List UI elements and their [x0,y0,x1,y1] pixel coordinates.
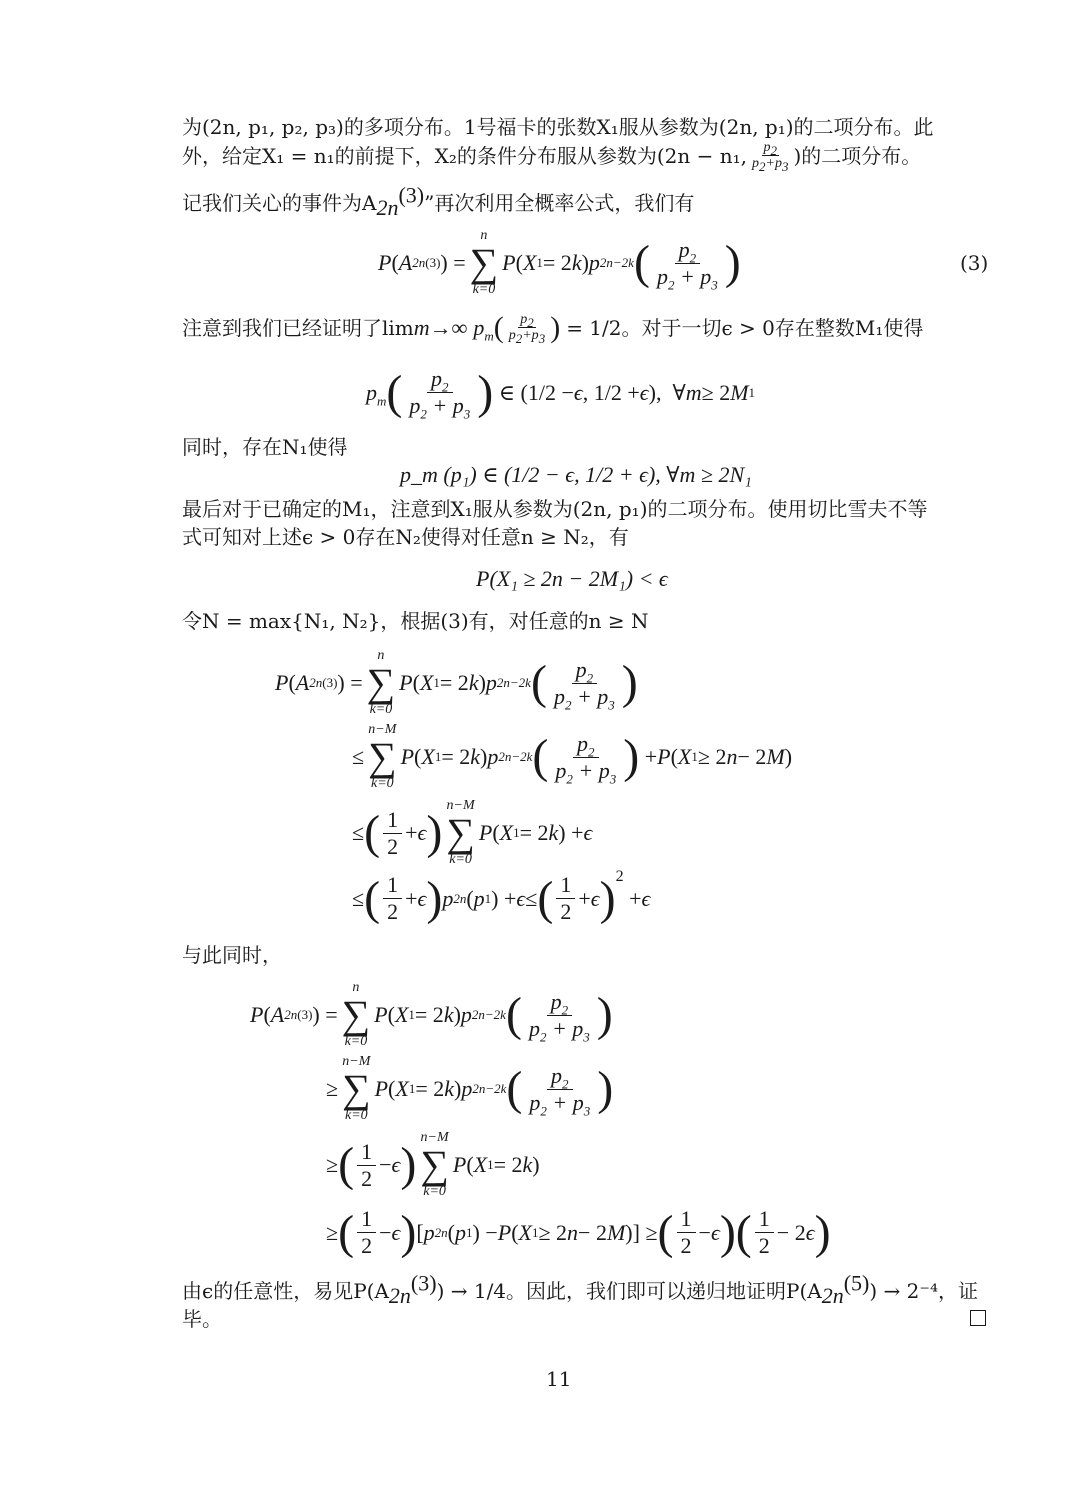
paragraph-line: 记我们关心的事件为$A_{2n}^{(3)}$”再次利用全概率公式，我们有 [182,182,695,220]
paragraph-line [182,432,348,462]
equation-line: P ( A 2n (3) ) = n ∑ k=0 P ( X 1 = 2 k ) p 2n−2k ( $\frac{p_2}{p_2 + p_3}$ ) [250,980,613,1049]
text-line: 记我们关心的事件为A [182,191,377,215]
paragraph-line [182,606,649,636]
equation-line: ≥ n−M ∑ k=0 P ( X 1 = 2 k ) p 2n−2k ( $\frac{p_2}{p_2 + p_3}$ ) [326,1054,614,1123]
text-line: ) → 2⁻⁴，证 [869,1279,978,1303]
text-line: 毕。 [182,1307,222,1331]
page-number-text: 11 [546,1367,572,1391]
fraction: $\frac{1}{2}$ [357,1139,376,1192]
paragraph-line [182,1304,222,1334]
sum-symbol: n−M ∑ k=0 [368,722,397,791]
text-line: ”再次利用全概率公式，我们有 [424,191,695,215]
fraction: $\frac{1}{2}$ [383,872,402,925]
fraction: $\frac{p_2}{p_2 + p_3}$ [555,730,617,786]
text-line: 注意到我们已经证明了lim [182,315,414,340]
fraction: $\frac{p_2}{p_2 + p_3}$ [528,988,590,1044]
equation-text: P(X₁ ≥ 2n − 2M₁) < ϵ [476,566,668,591]
qed-symbol [970,1310,986,1330]
equation [400,462,752,488]
paragraph-line [182,940,282,970]
sum-symbol: n−M ∑ k=0 [342,1054,371,1123]
text-line: 式可知对上述ϵ > 0存在N₂使得对任意n ≥ N₂，有 [182,525,629,549]
text-line: 外，给定X₁ = n₁的前提下，X₂的条件分布服从参数为(2n − n₁, [182,143,748,168]
text-line: 令N = max{N₁, N₂}，根据(3)有，对任意的n ≥ N [182,609,649,633]
equation-line: ≤ ( $\frac{1}{2}$ + ϵ ) p 2n ( p 1 ) + ϵ ≤ ( $\frac{1}{2}$ + ϵ ) $^2$ + ϵ [352,867,651,925]
text-line: )的二项分布。 [793,143,922,168]
equation-line: ≥ ( $\frac{1}{2}$ − ϵ ) n−M ∑ k=0 P ( X 1 = 2 k ) [326,1130,540,1199]
paragraph-line [182,494,928,524]
page-number [546,1364,571,1394]
fraction: $\frac{p_2}{p_2+p_3}$ [508,312,546,346]
text-line: 由ϵ的任意性，易见P(A [182,1279,389,1303]
fraction: $\frac{1}{2}$ [677,1206,696,1259]
sum-symbol: n ∑ k=0 [366,648,396,717]
fraction: $\frac{1}{2}$ [556,872,575,925]
fraction: $\frac{p_2}{p_2 + p_3}$ [409,366,471,422]
equation-number-text: (3) [960,251,989,275]
text-line: 与此同时， [182,943,282,967]
fraction: $\frac{p_2}{p_2 + p_3}$ [529,1062,591,1118]
equation-line: P ( A 2n (3) ) = n ∑ k=0 P ( X 1 = 2 k ) p 2n−2k ( $\frac{p_2}{p_2 + p_3}$ ) [275,648,638,717]
sum-symbol: n−M ∑ k=0 [420,1130,449,1199]
sum-symbol: n ∑ k=0 [341,980,371,1049]
equation-line: ≤ n−M ∑ k=0 P ( X 1 = 2 k ) p 2n−2k ( $\frac{p_2}{p_2 + p_3}$ ) + P ( X 1 ≥ 2 n − 2 M ) [352,722,793,791]
equation-line: ≥ ( $\frac{1}{2}$ − ϵ ) [ p 2n ( p 1 ) − P ( X 1 ≥ 2 n − 2 M )] ≥ ( $\frac{1}{2}$ − ϵ ) ( $\frac{1}{2}$ − 2 ϵ ) [326,1205,831,1259]
fraction: $\frac{1}{2}$ [755,1206,774,1259]
fraction: $\frac{1}{2}$ [383,807,402,860]
text-line: = 1/2。对于一切ϵ > 0存在整数M₁使得 [566,315,924,340]
text-line: 为(2n, p₁, p₂, p₃)的多项分布。1号福卡的张数X₁服从参数为(2n, p₁)的二项分布。此 [182,115,934,139]
fraction: $\frac{p_2}{p_2+p_3}$ [752,140,789,174]
paragraph-line: 注意到我们已经证明了lim m→∞ $p_m$ ( $\frac{p_2}{p_2+p_3}$ ) = 1/2。对于一切ϵ > 0存在整数M₁使得 [182,310,924,346]
fraction: $\frac{1}{2}$ [357,1206,376,1259]
paragraph-line [182,112,934,142]
equation-line: ≤ ( $\frac{1}{2}$ + ϵ ) n−M ∑ k=0 P ( X 1 = 2 k ) + ϵ [352,798,593,867]
fraction: $\frac{p_2}{p_2 + p_3}$ [656,236,718,292]
paragraph-line: 由ϵ的任意性，易见$P(A_{2n}^{(3)}) \to 1/4$。因此，我们即可以递归地证明$P(A_{2n}^{(5)}) \to 2^{-4}$，证 [182,1270,978,1308]
paragraph-line [182,522,629,552]
paragraph-line [182,140,922,174]
equation [476,566,668,592]
equation-3: P ( A 2n (3) ) = n ∑ k=0 P ( X 1 = 2 k ) p 2n−2k ( $\frac{p_2}{p_2 + p_3}$ ) [378,228,741,297]
text-line: 最后对于已确定的M₁，注意到X₁服从参数为(2n, p₁)的二项分布。使用切比雪夫不等 [182,497,928,521]
text-line: ) → 1/4。因此，我们即可以递归地证明P(A [436,1279,822,1303]
fraction: $\frac{p_2}{p_2 + p_3}$ [553,656,615,712]
equation: $p_m$ ( $\frac{p_2}{p_2 + p_3}$ ) ∈ (1/2 − ϵ , 1/2 + ϵ ), ∀ m ≥ 2 M 1 [366,365,756,422]
sum-symbol: n ∑ k=0 [469,228,499,297]
sum-symbol: n−M ∑ k=0 [446,798,475,867]
text-line: 同时，存在N₁使得 [182,435,348,459]
equation-text: p_m (p₁) ∈ (1/2 − ϵ, 1/2 + ϵ), ∀m ≥ 2N₁ [400,462,752,487]
equation-number [960,248,988,278]
